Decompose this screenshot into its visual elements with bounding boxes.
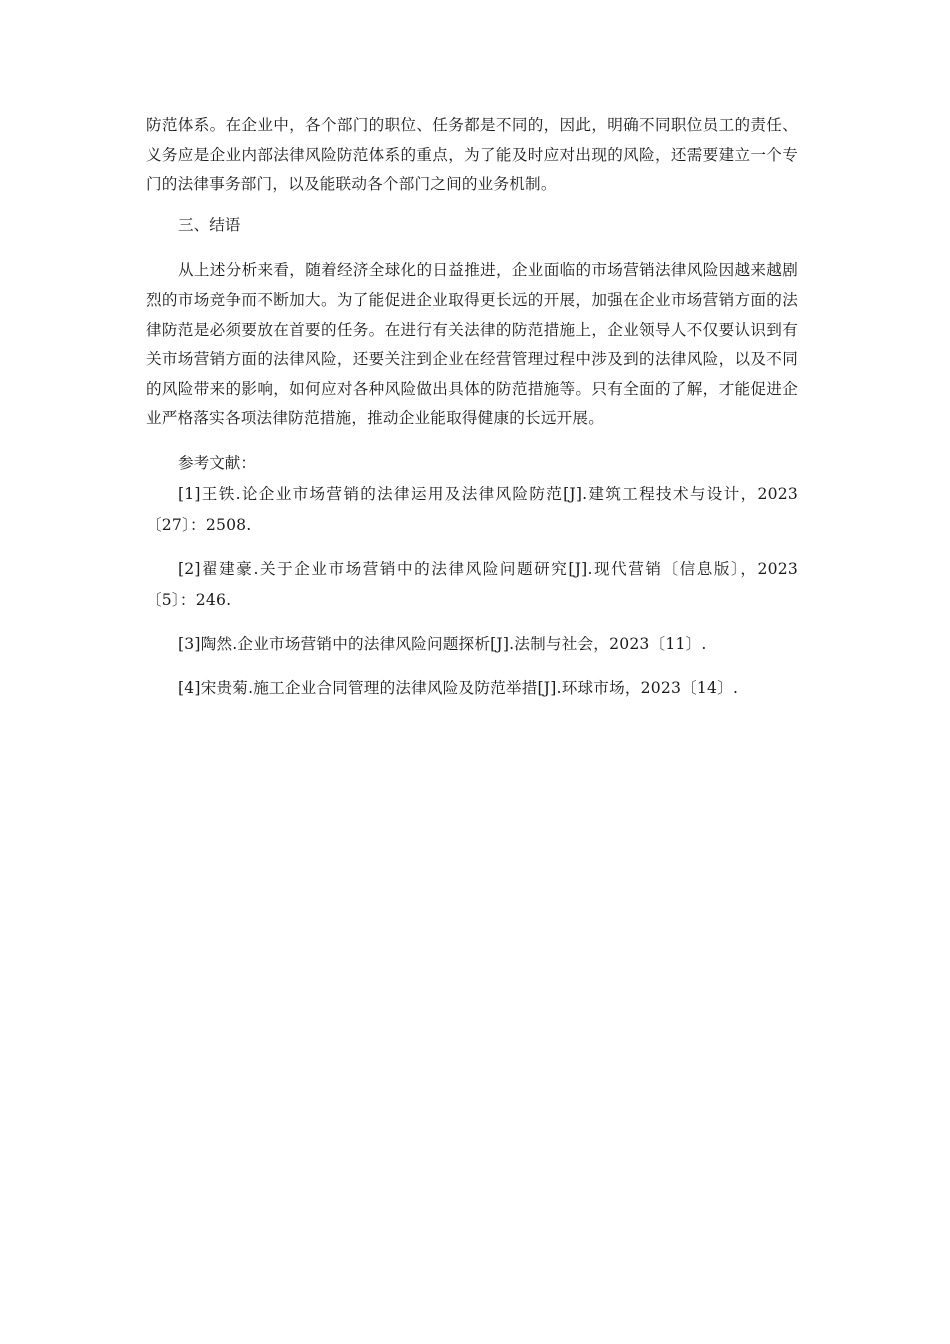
reference-item: [3]陶然.企业市场营销中的法律风险问题探析[J].法制与社会，2023〔11〕. [178,634,707,653]
references-list [146,479,798,704]
reference-item: [4]宋贵菊.施工企业合同管理的法律风险及防范举措[J].环球市场，2023〔14〕. [178,678,739,697]
conclusion-paragraph: 从上述分析来看，随着经济全球化的日益推进，企业面临的市场营销法律风险因越来越剧烈的市场竞争而不断加大。为了能促进企业取得更长远的开展，加强在企业市场营销方面的法律防范是必须要放在首要的任务。在进行有关法律的防范措施上，企业领导人不仅要认识到有关市场营销方面的法律风险，还要关注到企业在经营管理过程中涉及到的法律风险，以及不同的风险带来的影响，如何应对各种风险做出具体的防范措施等。只有全面的了解，才能促进企业严格落实各项法律防范措施，推动企业能取得健康的长远开展。 [146,261,798,428]
references-heading: 参考文献： [178,453,256,472]
section-heading-conclusion: 三、结语 [178,215,241,234]
body-paragraph-continued: 防范体系。在企业中，各个部门的职位、任务都是不同的，因此，明确不同职位员工的责任、义务应是企业内部法律风险防范体系的重点，为了能及时应对出现的风险，还需要建立一个专门的法律事务部门，以及能联动各个部门之间的业务机制。 [146,116,798,194]
reference-item: [2]翟建豪.关于企业市场营销中的法律风险问题研究[J].现代营销〔信息版〕，2023〔5〕：246. [146,559,798,609]
document-page [146,111,798,704]
reference-item: [1]王铁.论企业市场营销的法律运用及法律风险防范[J].建筑工程技术与设计，2023〔27〕：2508. [146,484,798,534]
